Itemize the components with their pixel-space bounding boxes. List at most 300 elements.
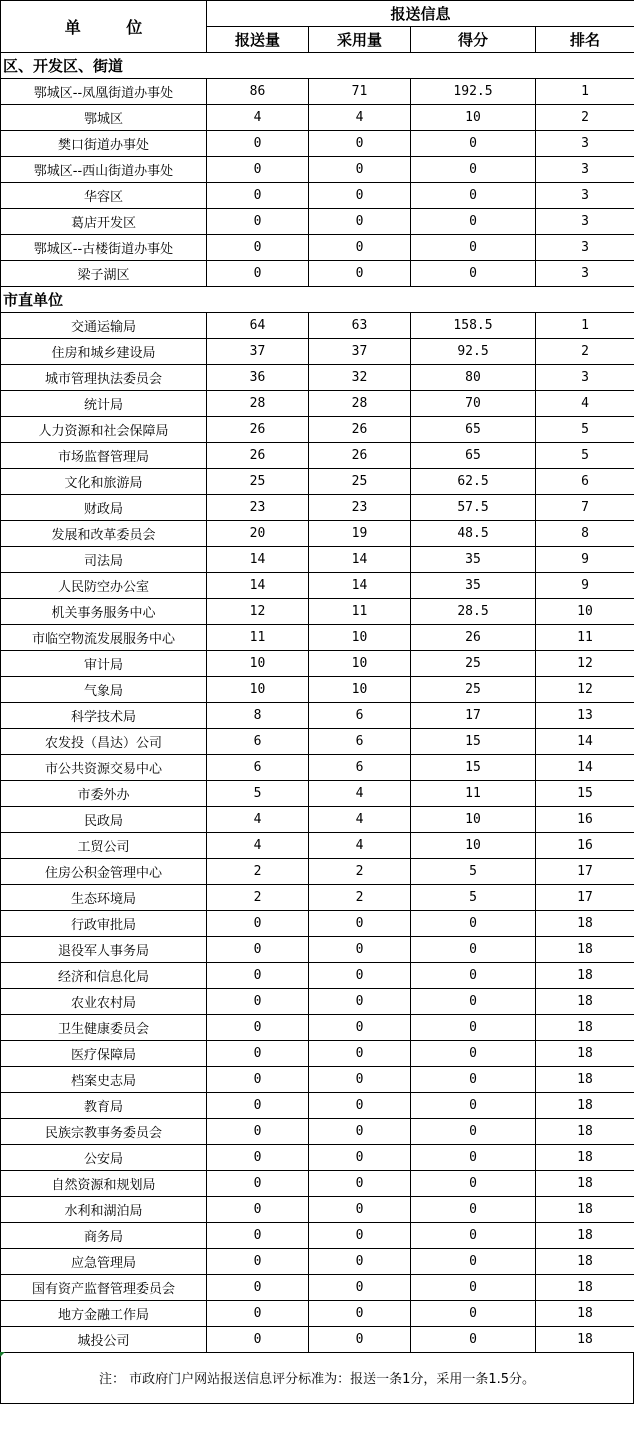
unit-cell: 财政局 [1,495,207,521]
table-row [1,79,634,105]
adopted-cell: 0 [309,1041,411,1067]
adopted-cell: 28 [309,391,411,417]
score-cell: 17 [411,703,536,729]
submitted-cell: 36 [207,365,309,391]
submitted-cell: 0 [207,989,309,1015]
table-row [1,1171,634,1197]
rank-cell: 5 [536,443,634,469]
rank-cell: 3 [536,261,634,287]
unit-cell: 葛店开发区 [1,209,207,235]
table-row [1,755,634,781]
rank-cell: 5 [536,417,634,443]
rank-cell: 18 [536,1015,634,1041]
rank-cell: 15 [536,781,634,807]
table-row [1,703,634,729]
unit-cell: 市公共资源交易中心 [1,755,207,781]
score-cell: 35 [411,573,536,599]
rank-cell: 10 [536,599,634,625]
submitted-header: 报送量 [207,27,309,53]
adopted-cell: 0 [309,911,411,937]
submitted-cell: 12 [207,599,309,625]
submitted-cell: 10 [207,651,309,677]
score-cell: 62.5 [411,469,536,495]
table-row [1,469,634,495]
unit-header: 单 位 [1,1,207,53]
score-cell: 92.5 [411,339,536,365]
unit-cell: 退役军人事务局 [1,937,207,963]
rank-cell: 9 [536,547,634,573]
adopted-cell: 19 [309,521,411,547]
adopted-cell: 0 [309,209,411,235]
submitted-cell: 6 [207,755,309,781]
adopted-cell: 10 [309,651,411,677]
score-cell: 0 [411,1171,536,1197]
table-row [1,157,634,183]
submitted-cell: 11 [207,625,309,651]
submitted-cell: 23 [207,495,309,521]
submission-info-header: 报送信息 [207,1,634,27]
scoring-note: 注： 市政府门户网站报送信息评分标准为：报送一条1分，采用一条1.5分。 [0,1352,634,1404]
score-cell: 0 [411,911,536,937]
score-cell: 0 [411,1197,536,1223]
score-cell: 0 [411,989,536,1015]
submitted-cell: 0 [207,1015,309,1041]
unit-cell: 经济和信息化局 [1,963,207,989]
table-row [1,625,634,651]
score-cell: 48.5 [411,521,536,547]
rank-cell: 18 [536,1041,634,1067]
adopted-cell: 0 [309,1067,411,1093]
unit-cell: 科学技术局 [1,703,207,729]
table-row [1,599,634,625]
adopted-cell: 6 [309,703,411,729]
submitted-cell: 2 [207,885,309,911]
submitted-cell: 0 [207,1093,309,1119]
section-title: 市直单位 [1,287,634,313]
submitted-cell: 0 [207,1197,309,1223]
adopted-cell: 25 [309,469,411,495]
unit-cell: 住房和城乡建设局 [1,339,207,365]
adopted-cell: 6 [309,755,411,781]
rank-cell: 16 [536,833,634,859]
rank-cell: 18 [536,911,634,937]
submitted-cell: 0 [207,1249,309,1275]
rank-cell: 17 [536,885,634,911]
rank-cell: 11 [536,625,634,651]
adopted-cell: 0 [309,1301,411,1327]
rank-cell: 8 [536,521,634,547]
table-row [1,651,634,677]
unit-cell: 国有资产监督管理委员会 [1,1275,207,1301]
unit-cell: 鄂城区--凤凰街道办事处 [1,79,207,105]
table-row [1,859,634,885]
rank-cell: 3 [536,365,634,391]
table-row [1,573,634,599]
rank-cell: 7 [536,495,634,521]
score-header: 得分 [411,27,536,53]
submitted-cell: 0 [207,1041,309,1067]
rank-cell: 1 [536,79,634,105]
rank-cell: 13 [536,703,634,729]
unit-cell: 农业农村局 [1,989,207,1015]
unit-cell: 民族宗教事务委员会 [1,1119,207,1145]
adopted-cell: 0 [309,937,411,963]
submitted-cell: 0 [207,209,309,235]
submitted-cell: 14 [207,547,309,573]
table-row [1,1119,634,1145]
score-cell: 0 [411,157,536,183]
table-row [1,1145,634,1171]
submitted-cell: 86 [207,79,309,105]
table-row [1,937,634,963]
table-row [1,729,634,755]
unit-cell: 住房公积金管理中心 [1,859,207,885]
rank-cell: 3 [536,235,634,261]
score-cell: 0 [411,963,536,989]
score-cell: 26 [411,625,536,651]
rank-cell: 12 [536,651,634,677]
score-cell: 65 [411,417,536,443]
adopted-cell: 6 [309,729,411,755]
adopted-cell: 0 [309,183,411,209]
table-row [1,313,634,339]
score-cell: 28.5 [411,599,536,625]
header-row-1 [1,1,634,27]
score-cell: 0 [411,1327,536,1353]
score-cell: 5 [411,859,536,885]
submitted-cell: 0 [207,1223,309,1249]
table-row [1,989,634,1015]
table-row [1,781,634,807]
rank-cell: 17 [536,859,634,885]
rank-cell: 4 [536,391,634,417]
score-cell: 0 [411,1067,536,1093]
unit-cell: 工贸公司 [1,833,207,859]
score-cell: 0 [411,1301,536,1327]
score-cell: 10 [411,105,536,131]
submitted-cell: 8 [207,703,309,729]
submitted-cell: 0 [207,157,309,183]
unit-cell: 梁子湖区 [1,261,207,287]
adopted-cell: 0 [309,261,411,287]
table-row [1,911,634,937]
table-row [1,1275,634,1301]
submitted-cell: 2 [207,859,309,885]
submitted-cell: 5 [207,781,309,807]
rank-cell: 18 [536,1145,634,1171]
submitted-cell: 26 [207,443,309,469]
rank-cell: 3 [536,131,634,157]
unit-cell: 气象局 [1,677,207,703]
unit-cell: 地方金融工作局 [1,1301,207,1327]
rank-cell: 3 [536,157,634,183]
adopted-cell: 14 [309,547,411,573]
submitted-cell: 0 [207,1171,309,1197]
table-row [1,963,634,989]
table-row [1,1249,634,1275]
submitted-cell: 0 [207,1301,309,1327]
rank-cell: 18 [536,1249,634,1275]
table-row [1,1197,634,1223]
score-cell: 15 [411,755,536,781]
score-cell: 0 [411,235,536,261]
adopted-cell: 14 [309,573,411,599]
unit-cell: 市委外办 [1,781,207,807]
submitted-cell: 4 [207,105,309,131]
section-row [1,53,634,79]
unit-cell: 民政局 [1,807,207,833]
unit-cell: 人民防空办公室 [1,573,207,599]
rank-cell: 18 [536,1327,634,1353]
adopted-cell: 4 [309,833,411,859]
rank-cell: 2 [536,105,634,131]
table-row [1,677,634,703]
table-row [1,209,634,235]
cell-marker-icon [0,1352,5,1357]
score-cell: 0 [411,1145,536,1171]
submitted-cell: 14 [207,573,309,599]
rank-cell: 14 [536,755,634,781]
table-row [1,131,634,157]
rank-cell: 1 [536,313,634,339]
submitted-cell: 10 [207,677,309,703]
table-row [1,261,634,287]
adopted-cell: 4 [309,781,411,807]
rank-cell: 18 [536,1275,634,1301]
submitted-cell: 28 [207,391,309,417]
rank-cell: 12 [536,677,634,703]
table-row [1,521,634,547]
adopted-cell: 2 [309,885,411,911]
adopted-cell: 0 [309,1171,411,1197]
section-row [1,287,634,313]
score-cell: 70 [411,391,536,417]
rank-cell: 18 [536,1301,634,1327]
submitted-cell: 64 [207,313,309,339]
adopted-cell: 0 [309,989,411,1015]
rank-cell: 18 [536,1093,634,1119]
rank-cell: 18 [536,1171,634,1197]
table-row [1,885,634,911]
section-title: 区、开发区、街道 [1,53,634,79]
submitted-cell: 4 [207,807,309,833]
unit-cell: 人力资源和社会保障局 [1,417,207,443]
rank-cell: 18 [536,989,634,1015]
unit-cell: 行政审批局 [1,911,207,937]
unit-cell: 樊口街道办事处 [1,131,207,157]
score-cell: 0 [411,131,536,157]
adopted-cell: 0 [309,1249,411,1275]
table-row [1,833,634,859]
submitted-cell: 4 [207,833,309,859]
rank-cell: 18 [536,1119,634,1145]
submitted-cell: 37 [207,339,309,365]
table-row [1,417,634,443]
adopted-cell: 37 [309,339,411,365]
adopted-cell: 0 [309,963,411,989]
rank-cell: 3 [536,183,634,209]
rank-cell: 16 [536,807,634,833]
rank-cell: 18 [536,963,634,989]
submitted-cell: 0 [207,131,309,157]
score-cell: 0 [411,937,536,963]
table-row [1,235,634,261]
submitted-cell: 0 [207,937,309,963]
score-cell: 65 [411,443,536,469]
adopted-cell: 0 [309,1197,411,1223]
rank-cell: 18 [536,1067,634,1093]
submitted-cell: 26 [207,417,309,443]
table-row [1,365,634,391]
adopted-cell: 0 [309,1119,411,1145]
adopted-cell: 0 [309,1093,411,1119]
adopted-cell: 4 [309,105,411,131]
adopted-cell: 0 [309,1145,411,1171]
score-cell: 0 [411,1041,536,1067]
unit-cell: 教育局 [1,1093,207,1119]
unit-cell: 生态环境局 [1,885,207,911]
unit-cell: 市场监督管理局 [1,443,207,469]
adopted-cell: 0 [309,1327,411,1353]
submitted-cell: 0 [207,911,309,937]
unit-cell: 交通运输局 [1,313,207,339]
adopted-cell: 63 [309,313,411,339]
unit-cell: 文化和旅游局 [1,469,207,495]
submitted-cell: 0 [207,183,309,209]
unit-cell: 水利和湖泊局 [1,1197,207,1223]
adopted-cell: 26 [309,443,411,469]
adopted-cell: 10 [309,677,411,703]
submitted-cell: 0 [207,1067,309,1093]
unit-cell: 自然资源和规划局 [1,1171,207,1197]
adopted-cell: 4 [309,807,411,833]
rank-cell: 18 [536,937,634,963]
submitted-cell: 0 [207,1119,309,1145]
adopted-cell: 0 [309,1223,411,1249]
unit-cell: 城市管理执法委员会 [1,365,207,391]
unit-cell: 华容区 [1,183,207,209]
score-cell: 57.5 [411,495,536,521]
submitted-cell: 0 [207,235,309,261]
table-row [1,105,634,131]
adopted-cell: 23 [309,495,411,521]
score-cell: 15 [411,729,536,755]
unit-cell: 市临空物流发展服务中心 [1,625,207,651]
table-row [1,183,634,209]
table-row [1,1015,634,1041]
adopted-cell: 71 [309,79,411,105]
table-row [1,1301,634,1327]
submitted-cell: 6 [207,729,309,755]
unit-cell: 司法局 [1,547,207,573]
unit-cell: 公安局 [1,1145,207,1171]
rank-cell: 14 [536,729,634,755]
adopted-cell: 10 [309,625,411,651]
unit-cell: 商务局 [1,1223,207,1249]
rank-cell: 2 [536,339,634,365]
score-cell: 10 [411,833,536,859]
rank-cell: 18 [536,1197,634,1223]
adopted-cell: 2 [309,859,411,885]
score-cell: 25 [411,677,536,703]
adopted-cell: 11 [309,599,411,625]
table-row [1,547,634,573]
unit-cell: 应急管理局 [1,1249,207,1275]
table-row [1,339,634,365]
score-cell: 0 [411,1249,536,1275]
unit-cell: 鄂城区--古楼街道办事处 [1,235,207,261]
table-row [1,495,634,521]
score-cell: 80 [411,365,536,391]
unit-cell: 医疗保障局 [1,1041,207,1067]
adopted-cell: 0 [309,235,411,261]
score-cell: 11 [411,781,536,807]
submitted-cell: 0 [207,1275,309,1301]
submitted-cell: 20 [207,521,309,547]
unit-cell: 统计局 [1,391,207,417]
score-cell: 0 [411,1119,536,1145]
score-cell: 35 [411,547,536,573]
rank-cell: 18 [536,1223,634,1249]
adopted-cell: 0 [309,1015,411,1041]
rank-cell: 6 [536,469,634,495]
unit-cell: 城投公司 [1,1327,207,1353]
score-cell: 0 [411,209,536,235]
table-row [1,443,634,469]
submitted-cell: 0 [207,1327,309,1353]
adopted-cell: 0 [309,157,411,183]
adopted-cell: 0 [309,1275,411,1301]
unit-cell: 发展和改革委员会 [1,521,207,547]
table-row [1,1093,634,1119]
submitted-cell: 25 [207,469,309,495]
table-row [1,1223,634,1249]
unit-cell: 鄂城区--西山街道办事处 [1,157,207,183]
rank-header: 排名 [536,27,634,53]
score-cell: 0 [411,1275,536,1301]
score-cell: 0 [411,1015,536,1041]
score-cell: 5 [411,885,536,911]
score-cell: 0 [411,1223,536,1249]
table-row [1,1327,634,1353]
table-row [1,807,634,833]
unit-cell: 农发投（昌达）公司 [1,729,207,755]
score-cell: 0 [411,183,536,209]
rank-cell: 9 [536,573,634,599]
table-row [1,1041,634,1067]
submitted-cell: 0 [207,963,309,989]
score-cell: 158.5 [411,313,536,339]
adopted-cell: 0 [309,131,411,157]
adopted-cell: 32 [309,365,411,391]
table-row [1,1067,634,1093]
unit-cell: 卫生健康委员会 [1,1015,207,1041]
unit-cell: 机关事务服务中心 [1,599,207,625]
submitted-cell: 0 [207,261,309,287]
submitted-cell: 0 [207,1145,309,1171]
unit-cell: 鄂城区 [1,105,207,131]
score-cell: 0 [411,1093,536,1119]
adopted-cell: 26 [309,417,411,443]
unit-cell: 档案史志局 [1,1067,207,1093]
rank-cell: 3 [536,209,634,235]
score-cell: 10 [411,807,536,833]
score-cell: 0 [411,261,536,287]
score-cell: 25 [411,651,536,677]
score-cell: 192.5 [411,79,536,105]
adopted-header: 采用量 [309,27,411,53]
table-row [1,391,634,417]
